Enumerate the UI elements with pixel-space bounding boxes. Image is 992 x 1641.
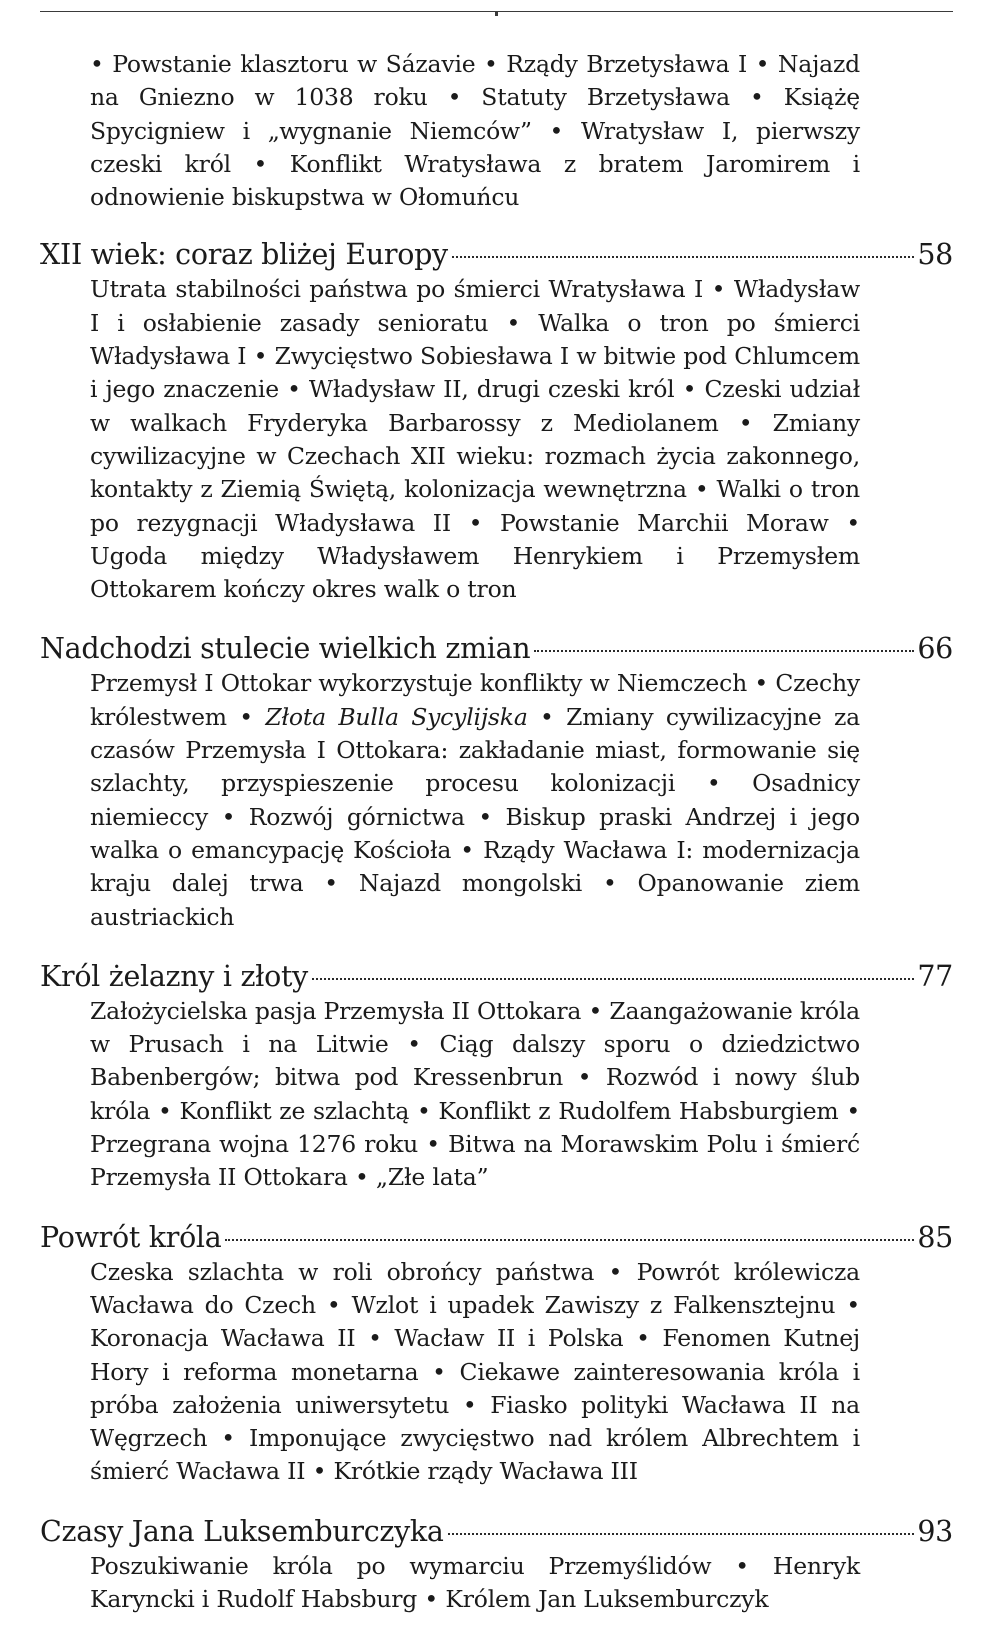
dot-leader (452, 256, 915, 258)
toc-entry-nadchodzi-stulecie (40, 631, 953, 933)
top-rule (40, 11, 953, 12)
toc-page-number: 93 (917, 1514, 953, 1548)
description-text-before-italic: Przemysł I Ottokar wykorzystuje konflikty w Niemczech • Czechy królestwem • (90, 669, 860, 731)
toc-entry-description: Utrata stabilności państwa po śmierci Wratysława I • Władysław I i osłabienie zasady senioratu • Walka o tron po śmierci Władysława I • Zwycięstwo Sobiesława I w bitwie pod Chlumcem i jego znaczenie • Władysław II, drugi czeski król • Czeski udział w walkach Fryderyka Barbarossy z Mediolanem • Zmiany cywilizacyjne w Czechach XII wieku: rozmach życia zakonnego, kontakty z Ziemią Świętą, kolonizacja wewnętrzna • Walki o tron po rezygnacji Władysława II • Powstanie Marchii Moraw • Ugoda między Władysławem Henrykiem i Przemysłem Ottokarem kończy okres walk o tron (90, 275, 860, 604)
toc-entry-powrot-krola (40, 1220, 953, 1489)
top-rule-notch (495, 11, 498, 16)
toc-entry-description (90, 667, 860, 933)
toc-page-number: 85 (917, 1220, 953, 1254)
dot-leader (534, 650, 914, 652)
toc-entry-description: Czeska szlachta w roli obrońcy państwa • Powrót królewicza Wacława do Czech • Wzlot i upadek Zawiszy z Falkensztejnu • Koronacja Wacława II • Wacław II i Polska • Fenomen Kutnej Hory i reforma monetarna • Ciekawe zainteresowania króla i próba założenia uniwersytetu • Fiasko polityki Wacława II na Węgrzech • Imponujące zwycięstwo nad królem Albrechtem i śmierć Wacława II • Krótkie rządy Wacława III (90, 1257, 860, 1486)
toc-heading-row[interactable] (40, 1514, 953, 1550)
toc-heading-row[interactable] (40, 237, 953, 273)
toc-entry-description: Poszukiwanie króla po wymarciu Przemyślidów • Henryk Karyncki i Rudolf Habsburg • Królem Jan Luksemburczyk (90, 1551, 860, 1613)
toc-page-number: 58 (917, 238, 953, 272)
toc-heading-title: Czasy Jana Luksemburczyka (40, 1514, 444, 1548)
dot-leader (312, 978, 914, 980)
toc-heading-title: Król żelazny i złoty (40, 959, 308, 993)
description-text-after-italic: • Zmiany cywilizacyjne za czasów Przemysła I Ottokara: zakładanie miast, formowanie się szlachty, przyspieszenie procesu kolonizacji • Osadnicy niemieccy • Rozwój górnictwa • Biskup praski Andrzej i jego walka o emancypację Kościoła • Rządy Wacława I: modernizacja kraju dalej trwa • Najazd mongolski • Opanowanie ziem austriackich (90, 702, 860, 931)
dot-leader (448, 1533, 915, 1535)
lead-description: • Powstanie klasztoru w Sázavie • Rządy Brzetysława I • Najazd na Gniezno w 1038 roku • Statuty Brzetysława • Książę Spycigniew i „wygnanie Niemców” • Wratysław I, pierwszy czeski król • Konflikt Wratysława z bratem Jaromirem i odnowienie biskupstwa w Ołomuńcu (90, 50, 860, 212)
toc-entry-krol-zelazny (40, 959, 953, 1195)
toc-page-number: 77 (917, 959, 953, 993)
toc-entry-czasy-jana (40, 1514, 953, 1617)
toc-entry-xii-wiek (40, 237, 953, 606)
table-of-contents (40, 48, 953, 1641)
dot-leader (225, 1239, 914, 1241)
description-italic-title: Złota Bulla Sycylijska (265, 702, 528, 731)
toc-heading-row[interactable] (40, 1220, 953, 1256)
toc-heading-row[interactable] (40, 631, 953, 667)
toc-heading-row[interactable] (40, 959, 953, 995)
toc-heading-title: Powrót króla (40, 1220, 222, 1254)
toc-page-number: 66 (917, 632, 953, 666)
toc-entry-description: Założycielska pasja Przemysła II Ottokara • Zaangażowanie króla w Prusach i na Litwie • Ciąg dalszy sporu o dziedzictwo Babenbergów; bitwa pod Kressenbrun • Rozwód i nowy ślub króla • Konflikt ze szlachtą • Konflikt z Rudolfem Habsburgiem • Przegrana wojna 1276 roku • Bitwa na Morawskim Polu i śmierć Przemysła II Ottokara • „Złe lata” (90, 996, 860, 1192)
toc-heading-title: XII wiek: coraz bliżej Europy (40, 238, 448, 272)
toc-heading-title: Nadchodzi stulecie wielkich zmian (40, 632, 531, 666)
